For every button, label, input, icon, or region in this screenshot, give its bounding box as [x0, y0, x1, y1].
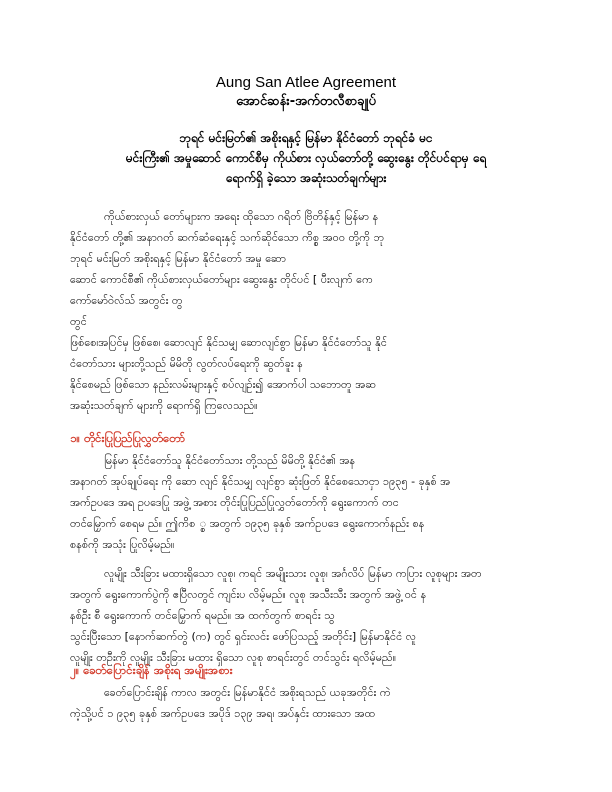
subtitle-line: မင်းကြီး၏ အမှုဆောင် ကောင်စီမှ ကိုယ်စား လှယ်တော်တို့ ဆွေးနွေး တိုင်ပင်ရာမှ ရေ	[125, 151, 487, 165]
title-block	[0, 74, 612, 112]
text-line: ကော်မော်ဝဲလ်သ် အတွင်း တွ	[70, 294, 183, 307]
title-myanmar: အောင်ဆန်း-အက်တလီစာချုပ်	[236, 94, 376, 109]
text-line: မြန်မာ နိုင်ငံတော်သူ နိုင်ငံတော်သား တို့သည် မိမိတို့ နိုင်ငံ၏ အန	[104, 454, 356, 467]
text-line: ဆောင် ကောင်စီ၏ ကိုယ်စားလှယ်တော်များ ဆွေးနွေး တိုင်ပင် [ ပီးလျက် ကေ	[70, 273, 373, 286]
text-line: သွင်းပြီးသော [နောက်ဆက်တွဲ (က) တွင် ရှင်းလင်း ဖော်ပြသည့် အတိုင်း] မြန်မာနိုင်ငံ လူ	[70, 630, 417, 643]
text-line: တွင်	[70, 315, 87, 328]
section-1-body	[70, 450, 550, 668]
subtitle-block	[0, 128, 612, 188]
text-line: ခေတ်ပြောင်းချိန် ကာလ အတွင်း မြန်မာနိုင်ငံ အစိုးရသည် ယခုအတိုင်း ကဲ	[104, 686, 391, 699]
title-english: Aung San Atlee Agreement	[215, 74, 397, 91]
section-2-body	[70, 682, 550, 724]
text-line: အဆုံးသတ်ချက် များကို ရောက်ရှိ ကြလေသည်။	[70, 399, 258, 412]
paragraph-gap	[70, 555, 550, 563]
text-line: အတွက် ရွေးကောက်ပွဲကို ဧပြီလတွင် ကျင်းပ လိမ့်မည်။ လူစု အသီးသီး အတွက် အဖွဲ့ ဝင် န	[70, 588, 427, 601]
subtitle-line: ရောက်ရှိ ခဲ့သော အဆုံးသတ်ချက်များ	[225, 171, 387, 185]
section-heading-2: ၂။ ခေတ်ပြောင်းချိန် အစိုးရ အမျိုးအစား	[70, 663, 233, 677]
intro-paragraph	[70, 206, 550, 416]
text-line: နိုင်စေမည် ဖြစ်သော နည်းလမ်းများနှင့် စပ်လျဉ်း၍ အောက်ပါ သဘောတူ အဆ	[70, 378, 376, 391]
text-line: စနစ်ကို အသုံး ပြုလိမ့်မည်။	[70, 538, 175, 551]
text-line: လူမျိုး သီးခြား မထားရှိသော လူစု၊ ကရင် အမျိုးသား လူစု၊ အင်္ဂလိပ် မြန်မာ ကပြား လူစုများ အတ	[104, 567, 482, 580]
text-line: တင်မြှောက် စေရမ ည်။ ဤကိစ ္စ အတွက် ၁၉၃၅ ခုနှစ် အက်ဥပဒေ ရွေးကောက်နည်း စန	[70, 517, 425, 530]
text-line: ကဲ့သို့ပင် ၁ ၉၃၅ ခုနှစ် အက်ဥပဒေ အပိုဒ် ၁၃၉ အရ၊ အပ်နှင်း ထားသော အထ	[70, 707, 376, 720]
text-line: ကိုယ်စားလှယ် တော်များက အရေး ထိုသော ဂရိတ် ဗြိတိန်နှင့် မြန်မာ န	[104, 210, 379, 223]
text-line: အက်ဥပဒေ အရ ဥပဒေပြု အဖွဲ့ အစား တိုင်းပြုပြည်ပြုလွှတ်တော်ကို ရွေးကောက် တင	[70, 496, 399, 509]
text-line: ဘုရင် မင်းမြတ် အစိုးရနှင့် မြန်မာ နိုင်ငံတော် အမှု ဆော	[70, 252, 286, 265]
text-line: လူမျိုး တဦးကို လူမျိုး သီးခြား မထား ရှိသော လူစု စာရင်းတွင် တင်သွင်း ရလိမ့်မည်။	[70, 651, 397, 664]
text-line: နိုင်ငံတော် တို့၏ အနာဂတ် ဆက်ဆံရေးနှင့် သက်ဆိုင်သော ကိစ္စ အဝဝ တို့ကို ဘု	[70, 231, 385, 244]
text-line: ဖြစ်စေ၊အပြင်မှ ဖြစ်စေ၊ ဆောလျင် နိုင်သမျှ ဆောလျင်စွာ မြန်မာ နိုင်ငံတော်သူ နိုင်	[70, 336, 387, 349]
text-line: နစ်ဦး စီ ရွေးကောက် တင်မြှောက် ရမည်။ အ ထက်တွက် စာရင်း သွ	[70, 609, 335, 622]
text-line: ငံတော်သား များတို့သည် မိမိတို လွတ်လပ်ရေးကို ဆွတ်ခူး န	[70, 357, 303, 370]
section-heading-1: ၁။ တိုင်းပြုပြည်ပြုလွှတ်တော်	[70, 431, 186, 445]
subtitle-line: ဘုရင် မင်းမြတ်၏ အစိုးရနှင့် မြန်မာ နိုင်ငံတော် ဘုရင်ခံ မင	[179, 131, 433, 145]
text-line: အနာဂတ် အုပ်ချုပ်ရေး ကို ဆော လျင် နိုင်သမျှ လျင်စွာ ဆုံးဖြတ် နိုင်စေသောငှာ ၁၉၃၅ - ခုနှစ် အ	[70, 475, 451, 488]
